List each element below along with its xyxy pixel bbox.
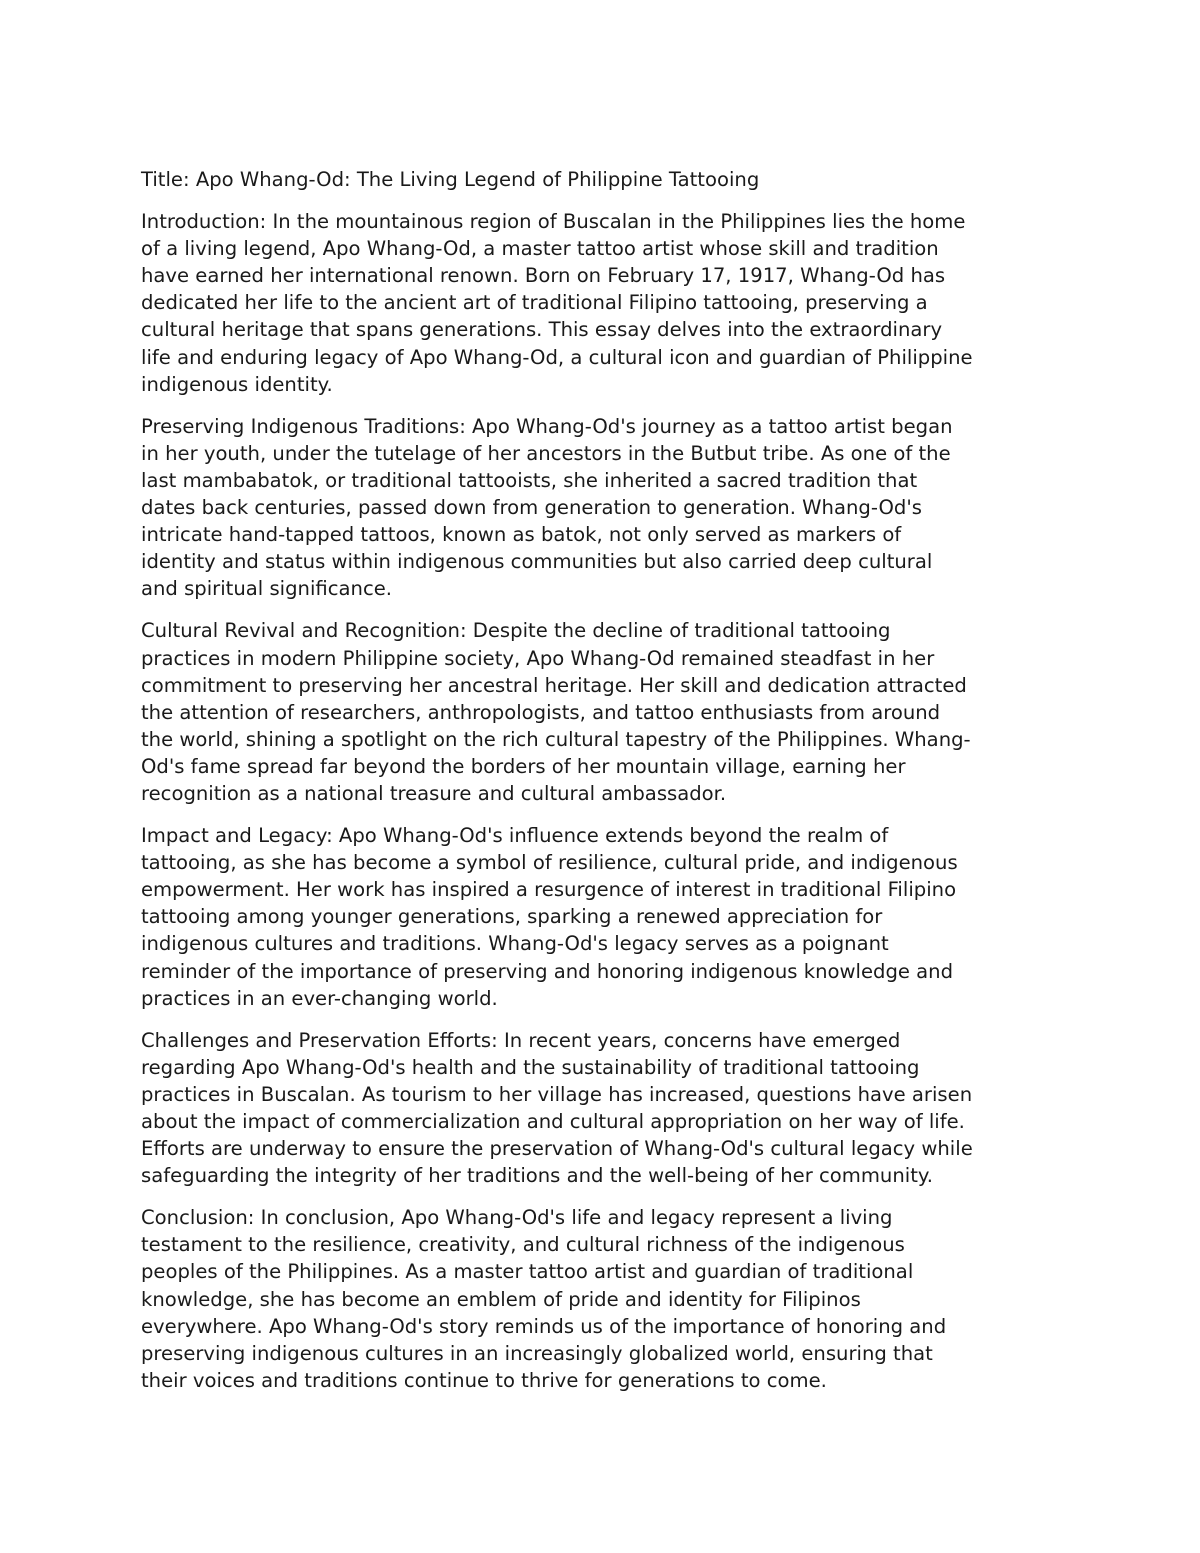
- document-title: Title: Apo Whang-Od: The Living Legend of Philippine Tattooing: [141, 168, 760, 191]
- paragraph-preserving-traditions: Preserving Indigenous Traditions: Apo Whang-Od's journey as a tattoo artist began in her youth, under the tutelage of her ancestors in the Butbut tribe. As one of the last mambabatok, or traditional tattooists, she inherited a sacred tradition that dates back centuries, passed down from generation to generation. Whang-Od's intricate hand-tapped tattoos, known as batok, not only served as markers of identity and status within indigenous communities but also carried deep cultural and spiritual significance.: [141, 414, 953, 601]
- paragraph-cultural-revival: Cultural Revival and Recognition: Despite the decline of traditional tattooing practices in modern Philippine society, Apo Whang-Od remained steadfast in her commitment to preserving her ancestral heritage. Her skill and dedication attracted the attention of researchers, anthropologists, and tattoo enthusiasts from around the world, shining a spotlight on the rich cultural tapestry of the Philippines. Whang- Od's fame spread far beyond the borders of her mountain village, earning her recognition as a national treasure and cultural ambassador.: [141, 619, 971, 805]
- paragraph-introduction: Introduction: In the mountainous region of Buscalan in the Philippines lies the home of a living legend, Apo Whang-Od, a master tattoo artist whose skill and tradition have earned her international renown. Born on February 17, 1917, Whang-Od has dedicated her life to the ancient art of traditional Filipino tattooing, preserving a cultural heritage that spans generations. This essay delves into the extraordinary life and enduring legacy of Apo Whang-Od, a cultural icon and guardian of Philippine indigenous identity.: [141, 210, 973, 396]
- paragraph-impact-legacy: Impact and Legacy: Apo Whang-Od's influence extends beyond the realm of tattooing, as she has become a symbol of resilience, cultural pride, and indigenous empowerment. Her work has inspired a resurgence of interest in traditional Filipino tattooing among younger generations, sparking a renewed appreciation for indigenous cultures and traditions. Whang-Od's legacy serves as a poignant reminder of the importance of preserving and honoring indigenous knowledge and practices in an ever-changing world.: [141, 824, 958, 1010]
- paragraph-challenges: Challenges and Preservation Efforts: In recent years, concerns have emerged regarding Apo Whang-Od's health and the sustainability of traditional tattooing practices in Buscalan. As tourism to her village has increased, questions have arisen about the impact of commercialization and cultural appropriation on her way of life. Efforts are underway to ensure the preservation of Whang-Od's cultural legacy while safeguarding the integrity of her traditions and the well-being of her community.: [141, 1028, 973, 1188]
- paragraph-conclusion: Conclusion: In conclusion, Apo Whang-Od's life and legacy represent a living testament to the resilience, creativity, and cultural richness of the indigenous peoples of the Philippines. As a master tattoo artist and guardian of traditional knowledge, she has become an emblem of pride and identity for Filipinos everywhere. Apo Whang-Od's story reminds us of the importance of honoring and preserving indigenous cultures in an increasingly globalized world, ensuring that their voices and traditions continue to thrive for generations to come.: [141, 1206, 947, 1392]
- document-body: [141, 166, 1061, 1409]
